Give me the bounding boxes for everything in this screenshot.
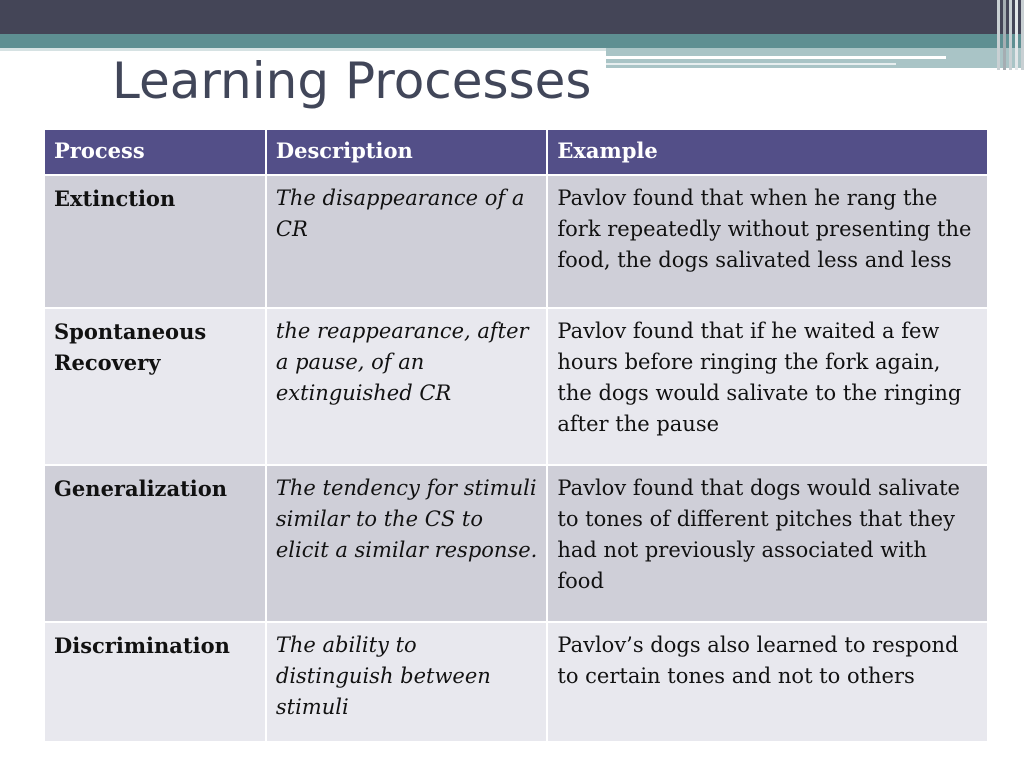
table-row: [44, 175, 988, 308]
decorative-line-secondary: [606, 63, 896, 65]
cell-example: Pavlov found that dogs would salivate to tones of different pitches that they had not previously associated with food: [547, 465, 988, 622]
decorative-vertical-stripes: [994, 0, 1024, 70]
learning-processes-table: [43, 128, 989, 743]
table-row: [44, 465, 988, 622]
cell-process: Spontaneous Recovery: [44, 308, 266, 465]
slide-title: Learning Processes: [112, 52, 592, 110]
cell-example: Pavlov’s dogs also learned to respond to certain tones and not to others: [547, 622, 988, 742]
decorative-line: [606, 56, 946, 59]
cell-example: Pavlov found that if he waited a few hours before ringing the fork again, the dogs would salivate to the ringing after the pause: [547, 308, 988, 465]
cell-process: Discrimination: [44, 622, 266, 742]
table-header-row: [44, 129, 988, 175]
header-example: Example: [547, 129, 988, 175]
top-dark-band: [0, 0, 1024, 34]
top-light-rule: [0, 48, 606, 51]
cell-process: Generalization: [44, 465, 266, 622]
cell-description: The tendency for stimuli similar to the CS to elicit a similar response.: [266, 465, 548, 622]
cell-process: Extinction: [44, 175, 266, 308]
cell-description: The disappearance of a CR: [266, 175, 548, 308]
table-row: [44, 308, 988, 465]
top-teal-band: [0, 34, 1024, 48]
table-row: [44, 622, 988, 742]
cell-description: The ability to distinguish between stimuli: [266, 622, 548, 742]
header-process: Process: [44, 129, 266, 175]
cell-description: the reappearance, after a pause, of an extinguished CR: [266, 308, 548, 465]
header-description: Description: [266, 129, 548, 175]
cell-example: Pavlov found that when he rang the fork repeatedly without presenting the food, the dogs salivated less and less: [547, 175, 988, 308]
